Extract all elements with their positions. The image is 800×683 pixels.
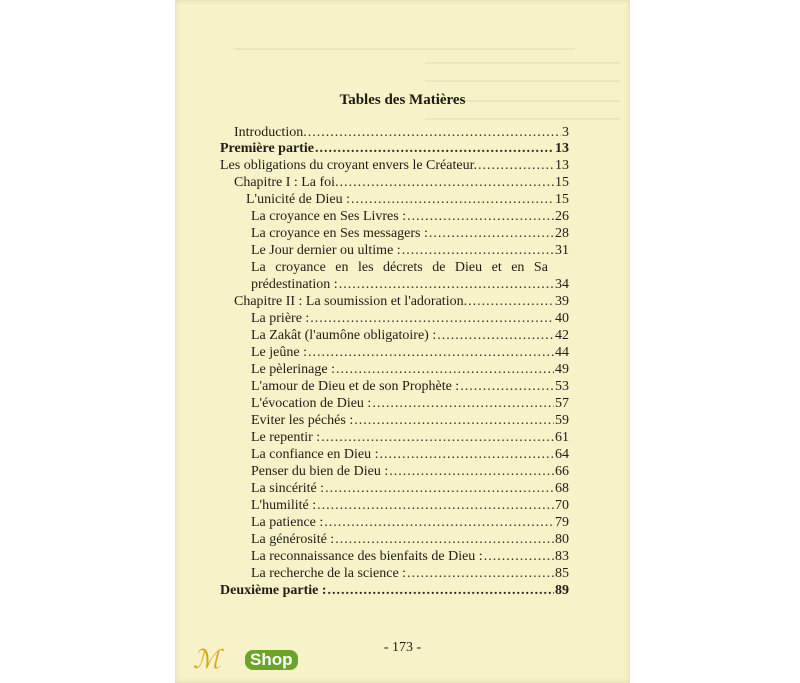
toc-entry-label: La reconnaissance des bienfaits de Dieu :: [251, 549, 483, 564]
leader-dots: [310, 310, 554, 328]
toc-entry-page: 49: [555, 362, 569, 377]
toc-entry-page: 26: [555, 209, 569, 224]
toc-entry-page: 83: [555, 549, 569, 564]
toc-entry-label: L'évocation de Dieu :: [251, 396, 372, 411]
toc-entry-label: Penser du bien de Dieu :: [251, 464, 389, 479]
page-number: - 173 -: [383, 640, 422, 655]
toc-entry-page: 53: [555, 379, 569, 394]
leader-dots: [328, 582, 554, 600]
book-page: [175, 0, 630, 683]
toc-entry[interactable]: [251, 531, 569, 549]
logo-swirl-icon: ℳ: [193, 645, 221, 675]
toc-entry-label: La croyance en les décrets de Dieu et en Sa: [251, 260, 548, 275]
leader-dots: [402, 242, 554, 260]
shop-logo: [193, 645, 308, 675]
toc-entry-page: 13: [555, 141, 569, 156]
toc-entry-page: 68: [555, 481, 569, 496]
leader-dots: [380, 446, 555, 464]
table-of-contents: [175, 0, 630, 683]
leader-dots: [484, 548, 554, 566]
leader-dots: [460, 378, 554, 396]
toc-entry-label: L'humilité :: [251, 498, 317, 513]
toc-entry[interactable]: [251, 225, 569, 243]
toc-entry-page: 42: [555, 328, 569, 343]
toc-entry-page: 31: [555, 243, 569, 258]
leader-dots: [325, 480, 554, 498]
leader-dots: [321, 429, 554, 447]
toc-entry-page: 28: [555, 226, 569, 241]
toc-entry-page: 64: [555, 447, 569, 462]
toc-entry-label: La recherche de la science :: [251, 566, 407, 581]
toc-entry-page: 66: [555, 464, 569, 479]
leader-dots: [407, 565, 554, 583]
toc-entry-page: 15: [555, 192, 569, 207]
toc-entry-page: 57: [555, 396, 569, 411]
toc-entry-page: 80: [555, 532, 569, 547]
toc-entry-page: 61: [555, 430, 569, 445]
toc-entry-page: 39: [555, 294, 569, 309]
toc-entry-label: La Zakât (l'aumône obligatoire) :: [251, 328, 437, 343]
toc-entry-label: Les obligations du croyant envers le Créateur.: [220, 158, 477, 173]
leader-dots: [339, 276, 554, 294]
toc-entry[interactable]: [251, 497, 569, 515]
leader-dots: [308, 344, 554, 362]
toc-entry-page: 40: [555, 311, 569, 326]
leader-dots: [340, 174, 554, 192]
toc-entry-label: L'amour de Dieu et de son Prophète :: [251, 379, 460, 394]
toc-entry[interactable]: [251, 259, 569, 277]
leader-dots: [354, 412, 554, 430]
toc-entry-page: 34: [555, 277, 569, 292]
toc-entry[interactable]: [251, 310, 569, 328]
toc-entry-page: 89: [555, 583, 569, 598]
leader-dots: [429, 225, 554, 243]
toc-entry-label: Chapitre I : La foi.: [234, 175, 339, 190]
toc-entry-label: La sincérité :: [251, 481, 325, 496]
leader-dots: [351, 191, 554, 209]
toc-entry[interactable]: [251, 344, 569, 362]
toc-entry[interactable]: [251, 463, 569, 481]
toc-entry-label: Le repentir :: [251, 430, 321, 445]
toc-entry-page: 70: [555, 498, 569, 513]
toc-entry[interactable]: [251, 412, 569, 430]
leader-dots: [437, 327, 554, 345]
toc-entry-label: La générosité :: [251, 532, 335, 547]
toc-entry-label: Deuxième partie :: [220, 583, 327, 598]
toc-entry[interactable]: [234, 174, 569, 192]
toc-entry[interactable]: [220, 157, 569, 175]
toc-entry[interactable]: [251, 378, 569, 396]
leader-dots: [468, 293, 554, 311]
toc-entry-label: Le Jour dernier ou ultime :: [251, 243, 401, 258]
toc-entry-label: Le pèlerinage :: [251, 362, 335, 377]
toc-title: Tables des Matières: [339, 92, 466, 108]
toc-entry[interactable]: [246, 191, 569, 209]
toc-entry[interactable]: [220, 140, 569, 158]
toc-entry-label: La patience :: [251, 515, 324, 530]
leader-dots: [478, 157, 554, 175]
toc-entry[interactable]: [251, 395, 569, 413]
toc-entry-page: 3: [562, 125, 569, 140]
toc-entry[interactable]: [251, 514, 569, 532]
toc-entry-page: 85: [555, 566, 569, 581]
toc-entry-label: La prière :: [251, 311, 310, 326]
toc-entry-page: 79: [555, 515, 569, 530]
toc-entry[interactable]: [234, 293, 569, 311]
toc-entry-page: 59: [555, 413, 569, 428]
leader-dots: [389, 463, 554, 481]
toc-entry[interactable]: [251, 242, 569, 260]
logo-shop-label: Shop: [245, 650, 298, 670]
toc-entry-label: L'unicité de Dieu :: [246, 192, 350, 207]
toc-entry-label: La croyance en Ses messagers :: [251, 226, 428, 241]
toc-entry[interactable]: [251, 480, 569, 498]
toc-entry[interactable]: [251, 429, 569, 447]
leader-dots: [317, 497, 554, 515]
toc-entry-label: Le jeûne :: [251, 345, 307, 360]
toc-entry-label: Première partie: [220, 141, 314, 156]
toc-entry-label: Eviter les péchés :: [251, 413, 354, 428]
toc-entry[interactable]: [251, 548, 569, 566]
toc-entry-page: 15: [555, 175, 569, 190]
leader-dots: [324, 514, 554, 532]
toc-entry[interactable]: [251, 327, 569, 345]
toc-entry-label: La croyance en Ses Livres :: [251, 209, 407, 224]
toc-entry-label: prédestination :: [251, 277, 338, 292]
toc-entry[interactable]: [251, 208, 569, 226]
toc-entry[interactable]: [251, 565, 569, 583]
toc-entry-label: Chapitre II : La soumission et l'adoration.: [234, 294, 468, 309]
toc-entry[interactable]: [251, 276, 569, 294]
toc-entry[interactable]: [251, 361, 569, 379]
toc-entry[interactable]: [220, 582, 569, 600]
toc-entry-label: Introduction.: [234, 125, 307, 140]
leader-dots: [336, 361, 554, 379]
leader-dots: [315, 140, 554, 158]
leader-dots: [372, 395, 554, 413]
toc-entry-page: 13: [555, 158, 569, 173]
toc-entry-label: La confiance en Dieu :: [251, 447, 379, 462]
toc-entry-page: 44: [555, 345, 569, 360]
toc-entry[interactable]: [251, 446, 569, 464]
leader-dots: [407, 208, 554, 226]
leader-dots: [335, 531, 554, 549]
